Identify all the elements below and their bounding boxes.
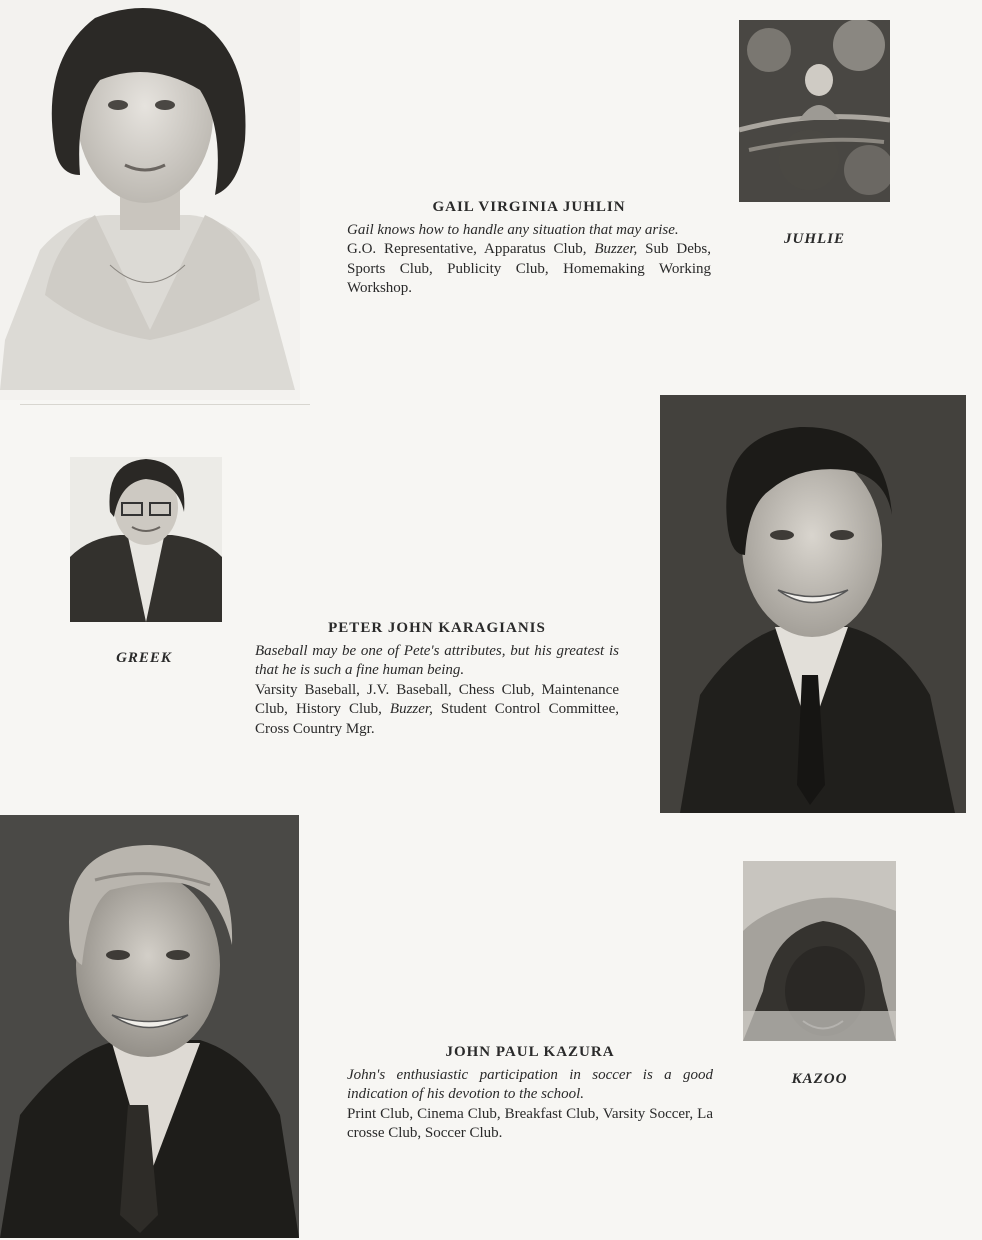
candid-photo-juhlie xyxy=(739,20,890,202)
portrait-photo-john xyxy=(0,815,299,1238)
student-nickname: JUHLIE xyxy=(783,231,845,247)
student-activities: G.O. Representative, Apparatus Club, Buzzer, Sub Debs, Sports Club, Publicity Club, Homemaking Working Workshop. xyxy=(347,241,711,296)
student-bio-gail xyxy=(347,198,711,299)
portrait-photo-gail xyxy=(0,0,300,400)
student-bio-john xyxy=(347,1043,713,1144)
student-quote: John's enthusiastic participation in soccer is a good indication of his devotion to the school. xyxy=(347,1066,713,1102)
student-nickname: KAZOO xyxy=(791,1071,848,1087)
student-activities: Varsity Baseball, J.V. Baseball, Chess Club, Maintenance Club, History Club, Buzzer, Student Control Committee, Cross Country Mgr. xyxy=(255,681,619,737)
student-name: GAIL VIRGINIA JUHLIN xyxy=(432,199,626,215)
student-name: JOHN PAUL KAZURA xyxy=(445,1044,615,1060)
student-name: PETER JOHN KARAGIANIS xyxy=(328,620,546,636)
divider-line xyxy=(20,404,310,405)
student-quote: Baseball may be one of Pete's attributes, but his greatest is that he is such a fine human being. xyxy=(255,642,619,678)
portrait-photo-peter xyxy=(660,395,966,813)
student-bio-peter xyxy=(255,619,619,739)
student-activities: Print Club, Cinema Club, Breakfast Club, Varsity Soccer, La crosse Club, Soccer Club. xyxy=(347,1105,713,1141)
student-nickname: GREEK xyxy=(116,650,172,666)
student-quote: Gail knows how to handle any situation that may arise. xyxy=(347,221,679,238)
candid-photo-greek xyxy=(70,457,222,622)
candid-photo-kazoo xyxy=(743,861,896,1041)
